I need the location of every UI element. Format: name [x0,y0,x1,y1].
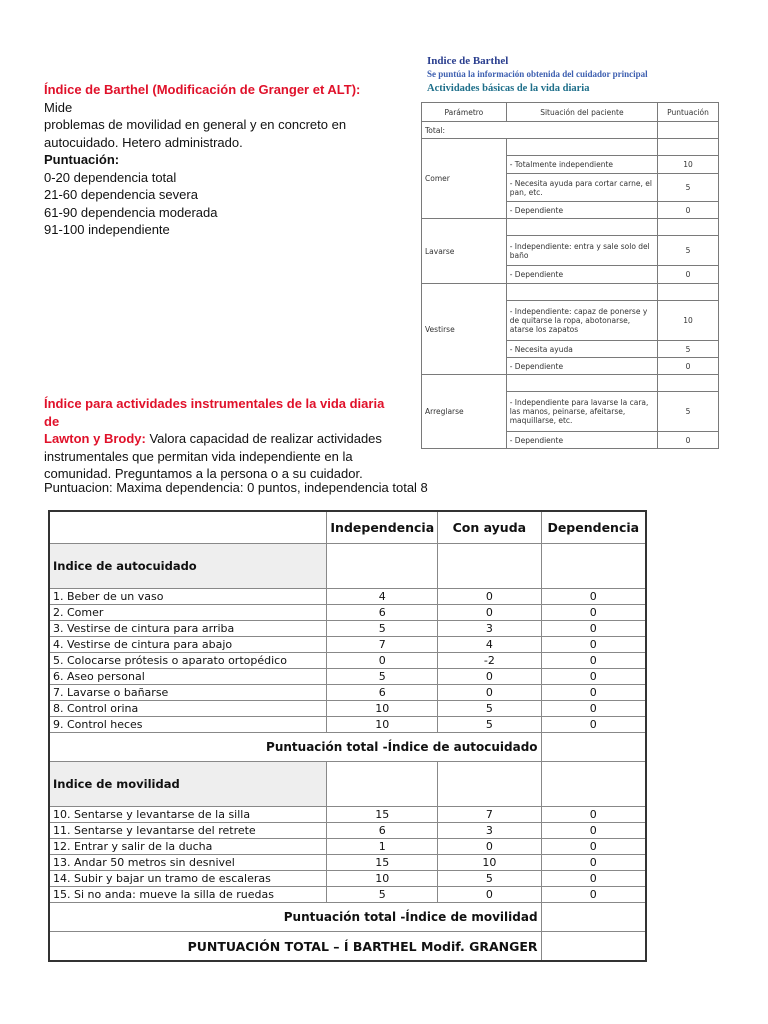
col-header: Puntuación [658,103,719,122]
table-row: - Dependiente 0 [422,432,719,449]
item-score: 0 [541,653,646,669]
item-score: 0 [541,807,646,823]
table-row: - Independiente: entra y sale solo del baño 5 [422,236,719,266]
item-score: 0 [438,887,541,903]
item-score: 0 [438,685,541,701]
table-row [49,855,646,871]
table-row: - Necesita ayuda 5 [422,341,719,358]
item-score: 0 [541,871,646,887]
item-score: -2 [438,653,541,669]
table-row [49,605,646,621]
lawton-desc-line-2: instrumentales que permitan vida independiente en la [44,448,353,464]
puntuacion-line: Puntuacion: Maxima dependencia: 0 puntos, independencia total 8 [44,480,428,495]
item-score: 7 [438,807,541,823]
item-label: 11. Sentarse y levantarse del retrete [49,823,327,839]
item-label: 13. Andar 50 metros sin desnivel [49,855,327,871]
item-label: 1. Beber de un vaso [49,589,327,605]
item-label: 10. Sentarse y levantarse de la silla [49,807,327,823]
movilidad-total: Puntuación total -Índice de movilidad [49,903,541,932]
item-label: 7. Lavarse o bañarse [49,685,327,701]
item-label: 6. Aseo personal [49,669,327,685]
item-score: 1 [327,839,438,855]
score-label: Puntuación: [44,152,120,167]
item-score: 6 [327,605,438,621]
movilidad-label: Indice de movilidad [49,762,327,807]
barthel-title: Indice de Barthel [427,55,509,67]
barthel-desc-line-2: problemas de movilidad en general y en concreto en [44,117,347,132]
section-header-row [49,762,646,807]
barthel-table [421,102,719,449]
item-score: 0 [541,717,646,733]
item-score: 0 [541,589,646,605]
table-row [49,669,646,685]
item-score: 3 [438,823,541,839]
item-score: 4 [327,589,438,605]
barthel-heading: Índice de Barthel (Modificación de Granger et ALT): [44,82,361,97]
section-header-row [49,544,646,589]
lawton-heading: Lawton y Brody: [44,431,146,446]
lawton-description [44,395,389,483]
item-score: 10 [327,871,438,887]
item-score: 0 [541,637,646,653]
table-row [422,139,719,156]
autocuidado-label: Indice de autocuidado [49,544,327,589]
item-score: 15 [327,807,438,823]
table-row [49,621,646,637]
item-score: 7 [327,637,438,653]
item-score: 0 [438,839,541,855]
item-score: 15 [327,855,438,871]
barthel-total-row [422,122,719,139]
table-row [422,375,719,392]
granger-header-row [49,511,646,544]
table-row [422,219,719,236]
table-row [49,807,646,823]
item-score: 0 [541,621,646,637]
barthel-header-row [422,103,719,122]
score-range: 91-100 independiente [44,222,170,237]
autocuidado-total: Puntuación total -Índice de autocuidado [49,733,541,762]
table-row: - Dependiente 0 [422,358,719,375]
item-score: 5 [438,701,541,717]
item-score: 10 [327,717,438,733]
table-row [49,839,646,855]
item-score: 0 [541,685,646,701]
item-label: 15. Si no anda: mueve la silla de ruedas [49,887,327,903]
table-row: - Dependiente 0 [422,202,719,219]
item-score: 0 [541,855,646,871]
total-label: Total: [422,122,658,139]
table-row [49,823,646,839]
barthel-description [44,81,384,239]
col-header-con-ayuda: Con ayuda [438,511,541,544]
table-row: - Totalmente independiente 10 [422,156,719,174]
item-score: 0 [327,653,438,669]
item-label: 8. Control orina [49,701,327,717]
table-row [49,701,646,717]
item-score: 0 [541,823,646,839]
table-row: - Independiente: capaz de ponerse y de quitarse la ropa, abotonarse, atarse los zapatos 10 [422,301,719,341]
score-range: 61-90 dependencia moderada [44,204,218,220]
item-score: 5 [327,887,438,903]
table-row [49,871,646,887]
item-score: 6 [327,823,438,839]
table-row: - Dependiente 0 [422,266,719,284]
table-row [49,887,646,903]
barthel-section: Actividades básicas de la vida diaria [427,83,590,94]
item-label: 4. Vestirse de cintura para abajo [49,637,327,653]
barthel-subtitle: Se puntúa la información obtenida del cuidador principal [427,69,648,79]
table-row [49,717,646,733]
item-score: 0 [541,669,646,685]
barthel-desc-line-1: Índice de Barthel (Modificación de Granger et ALT): Mide [44,82,361,115]
table-row [49,637,646,653]
table-row: - Independiente para lavarse la cara, las manos, peinarse, afeitarse, maquillarse, etc. 5 [422,392,719,432]
col-header-dependencia: Dependencia [541,511,646,544]
item-score: 0 [541,887,646,903]
table-row [49,653,646,669]
total-value [658,122,719,139]
item-score: 0 [438,589,541,605]
grand-total: PUNTUACIÓN TOTAL – Í BARTHEL Modif. GRANGER [49,932,541,962]
table-row [49,589,646,605]
item-score: 3 [438,621,541,637]
table-row [422,284,719,301]
param-comer: Comer [422,139,507,219]
item-label: 5. Colocarse prótesis o aparato ortopédico [49,653,327,669]
item-score: 0 [438,669,541,685]
item-score: 0 [541,605,646,621]
item-score: 4 [438,637,541,653]
barthel-desc-line-3: autocuidado. Hetero administrado. [44,134,243,150]
item-label: 3. Vestirse de cintura para arriba [49,621,327,637]
item-score: 0 [541,701,646,717]
item-score: 5 [438,717,541,733]
lawton-heading-line-1: Índice para actividades instrumentales de la vida diaria de [44,396,385,429]
autocuidado-total-row [49,733,646,762]
item-score: 10 [327,701,438,717]
item-score: 5 [438,871,541,887]
item-score: 6 [327,685,438,701]
item-label: 14. Subir y bajar un tramo de escaleras [49,871,327,887]
item-label: 12. Entrar y salir de la ducha [49,839,327,855]
table-row [49,685,646,701]
item-label: 2. Comer [49,605,327,621]
score-range: 0-20 dependencia total [44,169,177,185]
item-score: 5 [327,669,438,685]
item-score: 10 [438,855,541,871]
col-header-independencia: Independencia [327,511,438,544]
score-range: 21-60 dependencia severa [44,187,198,202]
grand-total-row [49,932,646,962]
table-row: - Necesita ayuda para cortar carne, el pan, etc. 5 [422,174,719,202]
param-vestirse: Vestirse [422,284,507,375]
item-score: 0 [541,839,646,855]
lawton-desc-line-3: comunidad. Preguntamos a la persona o a su cuidador. [44,466,363,481]
param-arreglarse: Arreglarse [422,375,507,449]
col-header: Parámetro [422,103,507,122]
item-score: 0 [438,605,541,621]
lawton-desc-line-1: Lawton y Brody: Valora capacidad de realizar actividades [44,431,382,446]
granger-table [48,510,647,962]
item-score: 5 [327,621,438,637]
col-header: Situación del paciente [506,103,657,122]
param-lavarse: Lavarse [422,219,507,284]
item-label: 9. Control heces [49,717,327,733]
movilidad-total-row [49,903,646,932]
